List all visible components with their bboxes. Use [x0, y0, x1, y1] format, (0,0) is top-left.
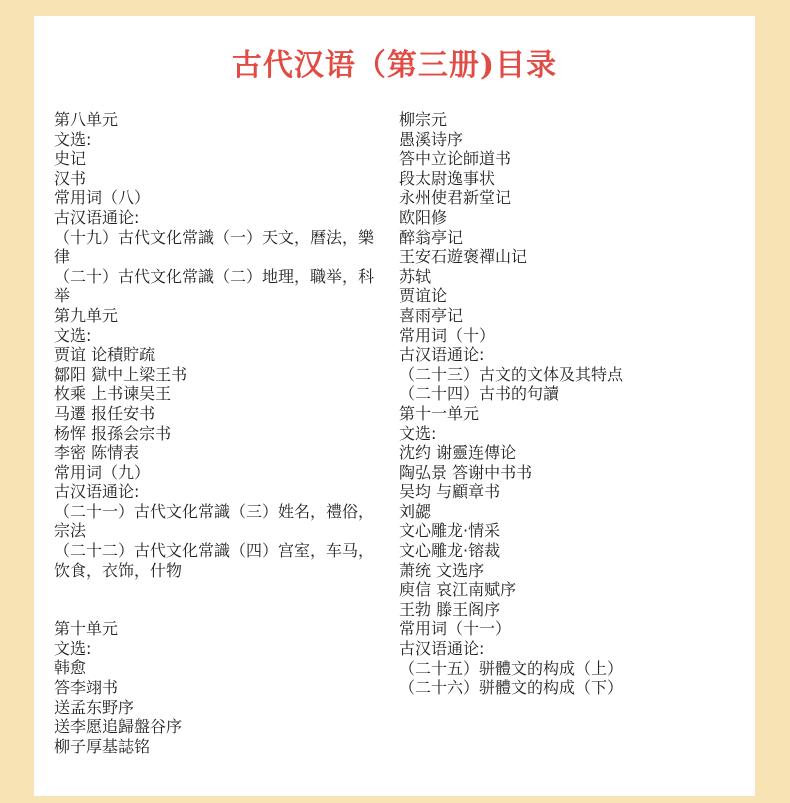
- toc-entry: 常用词（九）: [54, 462, 151, 482]
- toc-entry: （二十）古代文化常識（二）地理，職举，科举: [54, 266, 375, 306]
- toc-entry: 枚乘 上书谏吴王: [54, 384, 172, 404]
- unit-heading: 第九单元: [54, 305, 119, 325]
- toc-entry: 贾谊论: [399, 286, 448, 306]
- toc-entry: （二十二）古代文化常識（四）宫室，车马，饮食，衣饰，什物: [54, 541, 375, 580]
- toc-entry: （二十三）古文的文体及其特点: [399, 364, 624, 384]
- toc-entry: 韩愈: [54, 658, 87, 678]
- unit-heading: 第十单元: [54, 619, 119, 639]
- toc-entry: 送孟东野序: [54, 697, 135, 717]
- toc-entry: 杨恽 报孫会宗书: [54, 423, 172, 443]
- toc-entry: （二十四）古书的句讀: [399, 384, 560, 404]
- toc-entry: 庾信 哀江南赋序: [399, 580, 517, 600]
- page-title: 古代汉语（第三册)目录: [231, 48, 558, 83]
- toc-entry: （十九）古代文化常識（一）天文，曆法，樂律: [54, 227, 375, 267]
- section-label: 古汉语通论:: [399, 639, 485, 659]
- toc-entry: 鄒阳 獄中上梁王书: [54, 364, 188, 384]
- toc-entry: （二十六）骈體文的构成（下）: [399, 678, 624, 698]
- toc-left-column: [54, 110, 389, 756]
- toc-entry: 答李翊书: [54, 678, 119, 698]
- author-heading: 欧阳修: [399, 207, 448, 227]
- toc-entry: 段太尉逸事状: [399, 168, 496, 188]
- toc-right-column: [399, 110, 739, 698]
- toc-entry: 永州使君新堂记: [399, 188, 512, 208]
- section-label: 文选:: [399, 423, 437, 443]
- toc-entry: 文心雕龙·镕裁: [399, 541, 501, 561]
- section-label: 文选:: [54, 129, 92, 149]
- section-label: 古汉语通论:: [399, 345, 485, 365]
- section-label: 文选:: [54, 638, 92, 658]
- toc-card: [34, 16, 755, 796]
- author-heading: 柳宗元: [399, 110, 448, 129]
- section-label: 文选:: [54, 325, 92, 345]
- toc-entry: 吴均 与顧章书: [399, 482, 501, 502]
- spacer: [54, 580, 389, 619]
- toc-entry: 萧统 文选序: [399, 560, 485, 580]
- toc-entry: 答中立论師道书: [399, 149, 512, 169]
- toc-entry: 常用词（十一）: [399, 619, 512, 639]
- toc-entry: 醉翁亭记: [399, 227, 464, 247]
- toc-entry: 喜雨亭记: [399, 305, 464, 325]
- toc-entry: 王勃 滕王阁序: [399, 599, 501, 619]
- toc-entry: 常用词（十）: [399, 325, 496, 345]
- toc-entry: 送李愿追歸盤谷序: [54, 717, 183, 737]
- toc-entry: 常用词（八）: [54, 188, 151, 208]
- toc-entry: 王安石遊褒禪山记: [399, 247, 528, 267]
- toc-entry: 陶弘景 答谢中书书: [399, 462, 533, 482]
- toc-entry: 沈约 谢靈连傳论: [399, 443, 517, 463]
- toc-entry: 史记: [54, 149, 87, 169]
- author-heading: 刘勰: [399, 501, 432, 521]
- section-label: 古汉语通论:: [54, 207, 140, 227]
- author-heading: 苏轼: [399, 266, 432, 286]
- toc-entry: 愚溪诗序: [399, 129, 464, 149]
- toc-entry: （二十五）骈體文的构成（上）: [399, 658, 624, 678]
- toc-entry: 文心雕龙·情采: [399, 521, 501, 541]
- toc-entry: 柳子厚基誌铭: [54, 736, 151, 756]
- toc-entry: 贾谊 论積貯疏: [54, 345, 156, 365]
- toc-entry: （二十一）古代文化常識（三）姓名，禮俗，宗法: [54, 501, 375, 541]
- section-label: 古汉语通论:: [54, 482, 140, 502]
- unit-heading: 第十一单元: [399, 403, 480, 423]
- toc-entry: 汉书: [54, 168, 87, 188]
- toc-entry: 马遷 报任安书: [54, 403, 156, 423]
- toc-entry: 李密 陈情表: [54, 443, 140, 463]
- unit-heading: 第八单元: [54, 110, 119, 129]
